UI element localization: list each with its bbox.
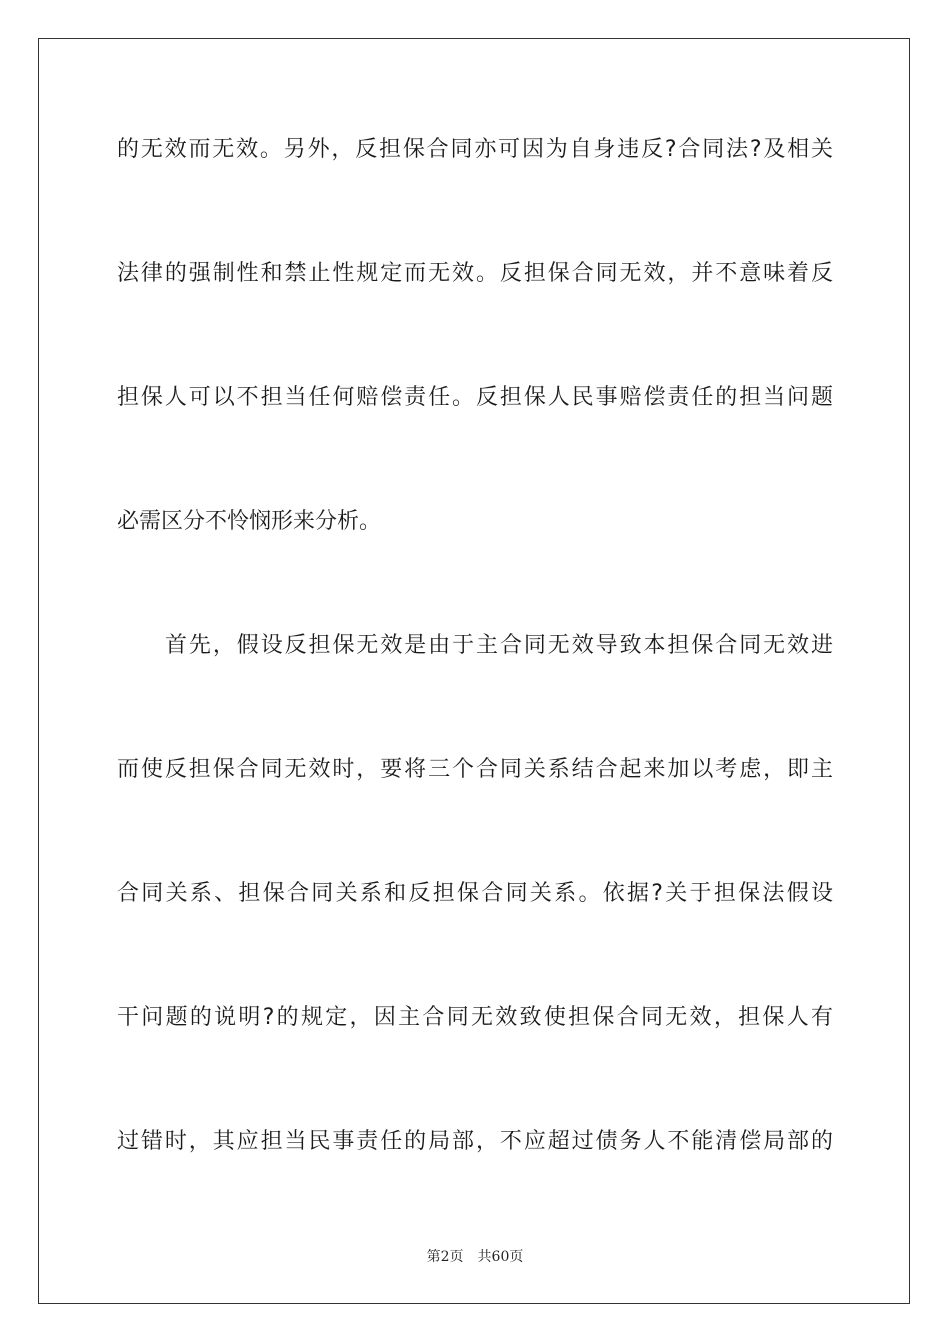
body-text-line: 干问题的说明?的规定，因主合同无效致使担保合同无效，担保人有	[117, 1005, 833, 1030]
body-text-line: 过错时，其应担当民事责任的局部，不应超过债务人不能清偿局部的	[117, 1129, 833, 1154]
page-footer	[0, 1246, 950, 1266]
body-text-line: 担保人可以不担当任何赔偿责任。反担保人民事赔偿责任的担当问题	[117, 385, 833, 410]
page-number: 第2页	[426, 1249, 464, 1265]
body-text-line: 首先，假设反担保无效是由于主合同无效导致本担保合同无效进	[165, 633, 833, 658]
body-text-line: 必需区分不怜悯形来分析。	[117, 509, 382, 534]
body-text-line: 而使反担保合同无效时，要将三个合同关系结合起来加以考虑，即主	[117, 757, 833, 782]
page-border	[38, 38, 910, 1304]
page-total: 共60页	[477, 1249, 524, 1265]
body-text-line: 合同关系、担保合同关系和反担保合同关系。依据?关于担保法假设	[117, 881, 833, 906]
body-text-line: 法律的强制性和禁止性规定而无效。反担保合同无效，并不意味着反	[117, 261, 833, 286]
body-text-line: 的无效而无效。另外，反担保合同亦可因为自身违反?合同法?及相关	[117, 137, 833, 162]
